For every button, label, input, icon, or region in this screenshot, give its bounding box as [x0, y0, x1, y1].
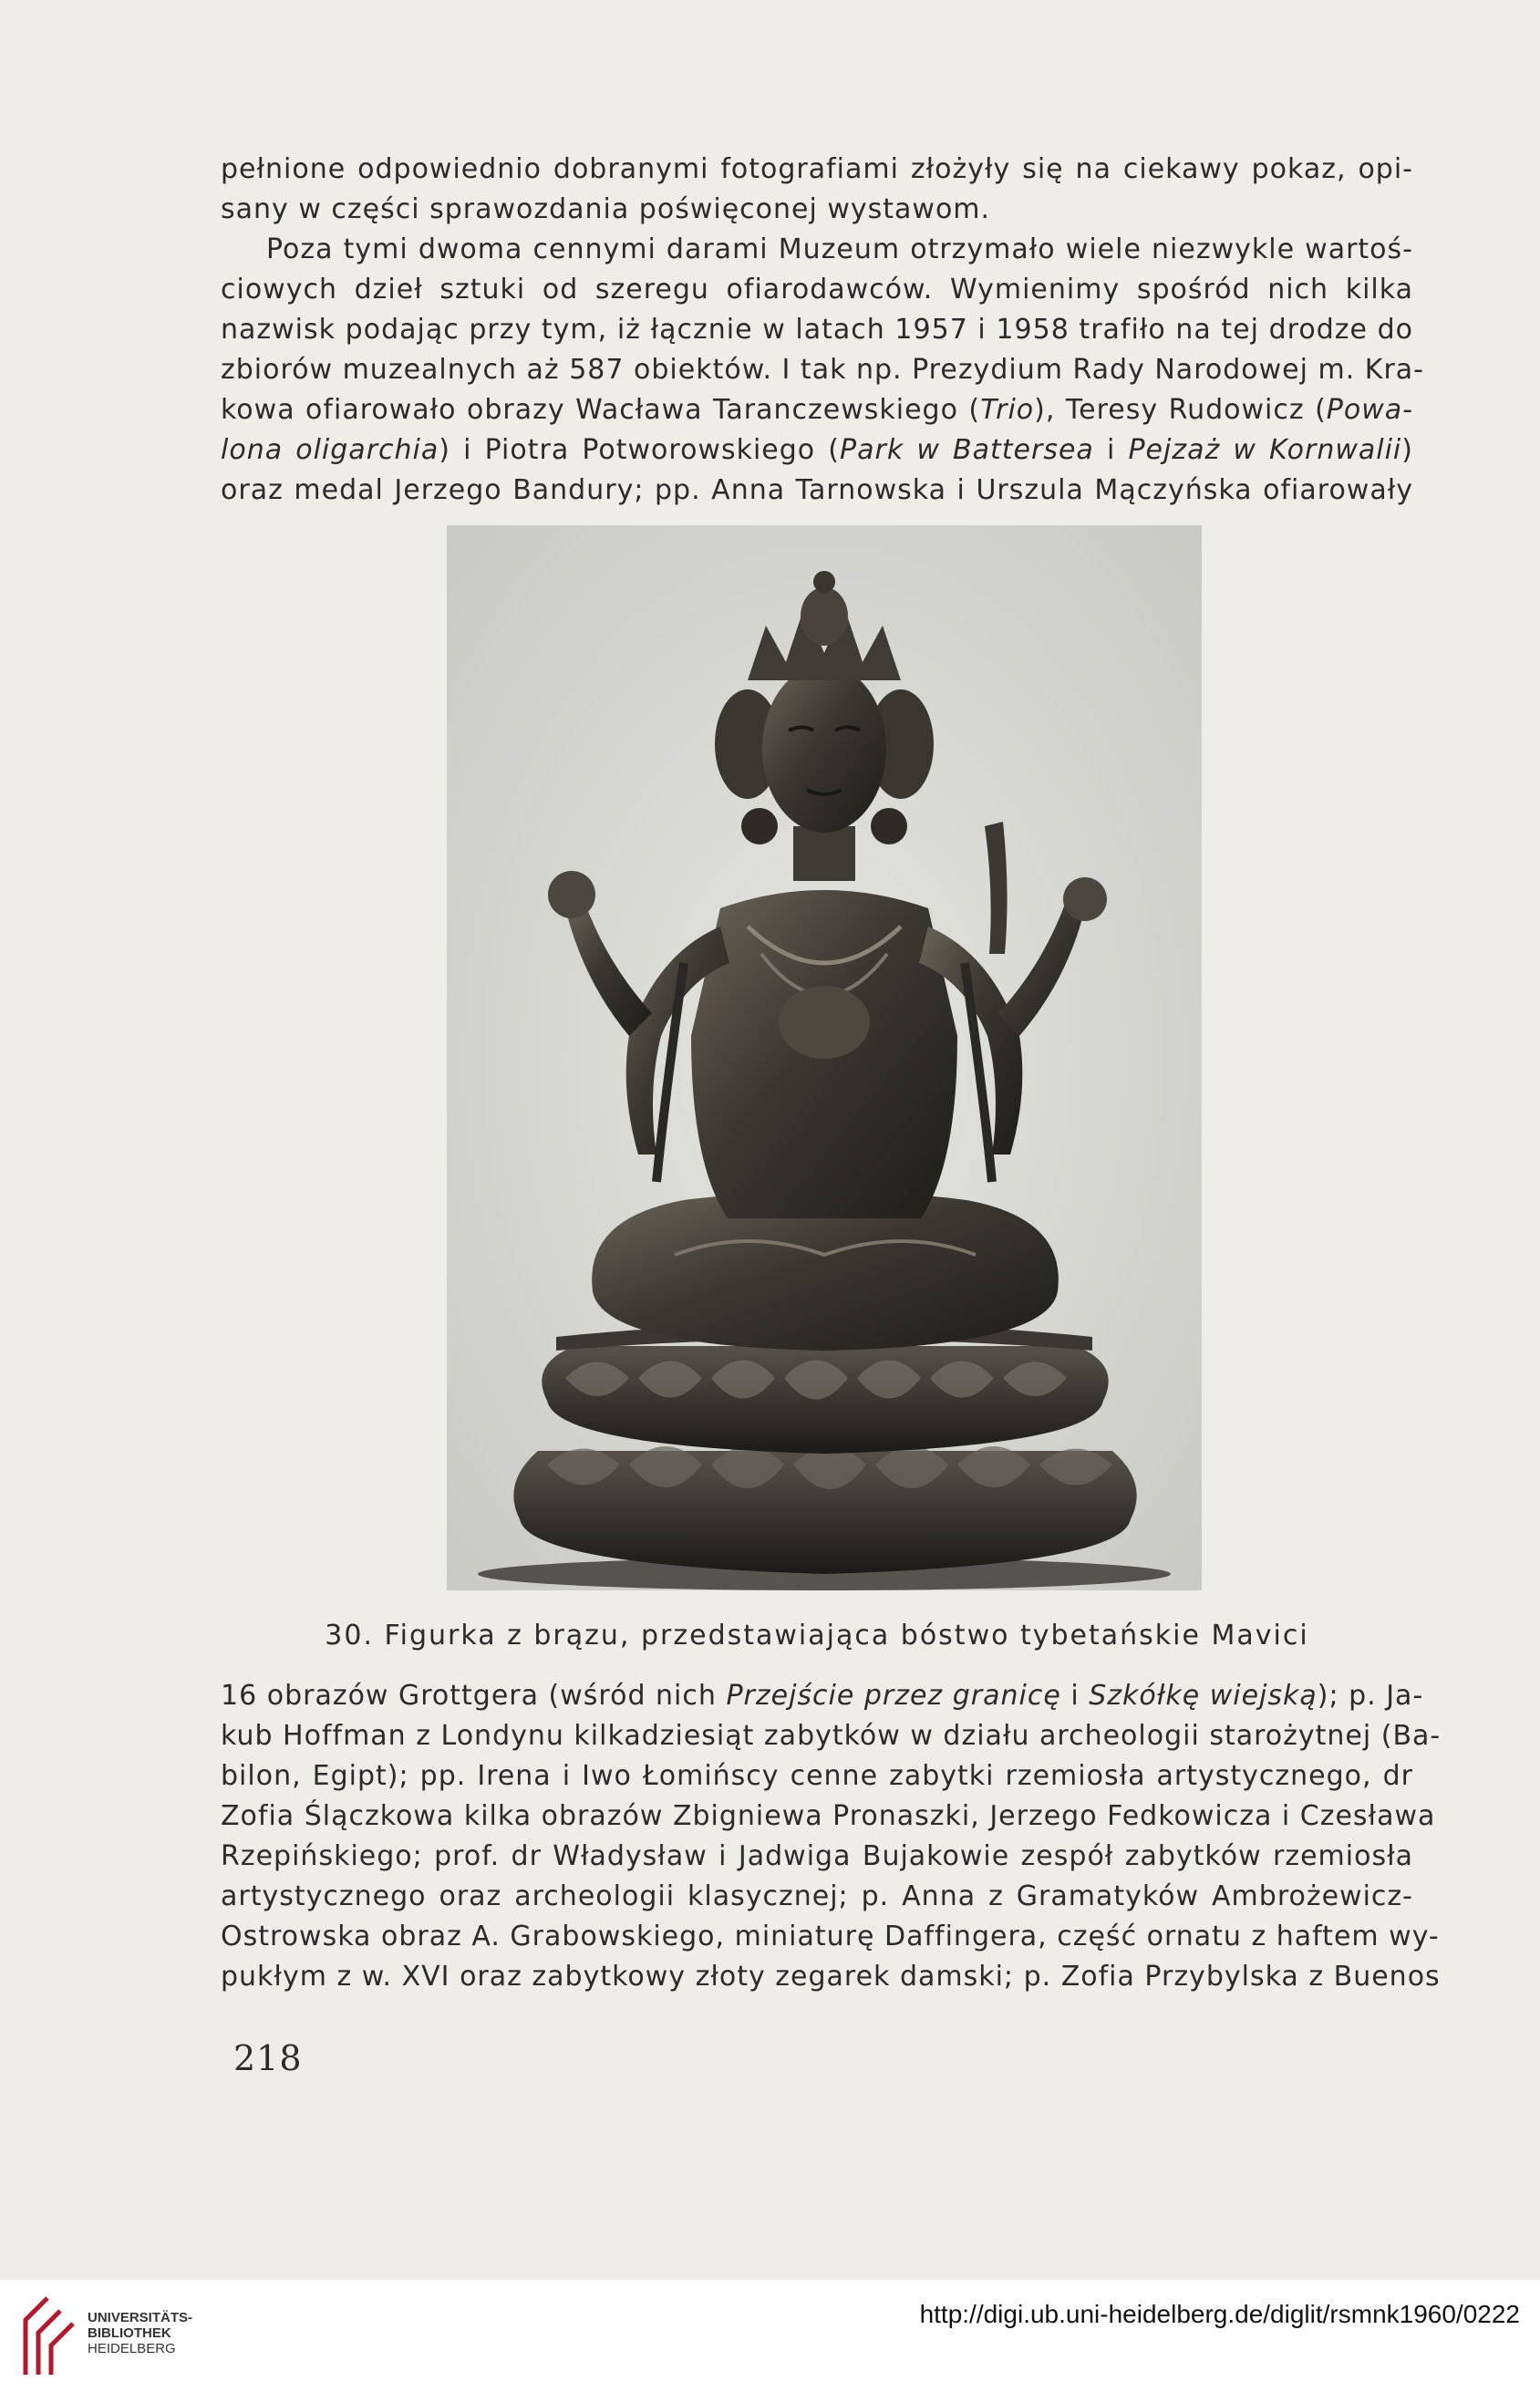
artwork-title: lona oligarchia: [221, 434, 439, 466]
paragraph-top: [221, 150, 1424, 511]
text-line: [221, 1676, 1424, 1716]
text-line: sany w części sprawozdania poświęconej wystawom.: [221, 193, 991, 225]
artwork-title: Powa-: [1326, 394, 1413, 426]
text-line: Zofia Ślączkowa kilka obrazów Zbigniewa Pronaszki, Jerzego Fedkowicza i Czesława: [221, 1800, 1436, 1832]
logo-line: HEIDELBERG: [88, 2341, 176, 2356]
text-run: 16 obrazów Grottgera (wśród nich: [221, 1680, 727, 1712]
artwork-title: Pejzaż w Kornwalii: [1128, 434, 1402, 466]
text-line: ciowych dzieł sztuki od szeregu ofiarodawców. Wymienimy spośród nich kilka: [221, 274, 1413, 305]
artwork-title: Trio: [980, 394, 1035, 426]
text-line: kub Hoffman z Londynu kilkadziesiąt zabytków w działu archeologii starożytnej (Ba-: [221, 1720, 1442, 1752]
statue-photograph: [447, 525, 1202, 1590]
text-line: [221, 430, 1413, 471]
text-run: kowa ofiarowało obrazy Wacława Taranczewskiego (: [221, 394, 981, 426]
text-line: bilon, Egipt); pp. Irena i Iwo Łomińscy cenne zabytki rzemiosła artystycznego, dr: [221, 1760, 1413, 1792]
text-line: Rzepińskiego; prof. dr Władysław i Jadwiga Bujakowie zespół zabytków rzemiosła: [221, 1840, 1413, 1872]
text-line: zbiorów muzealnych aż 587 obiektów. I tak np. Prezydium Rady Narodowej m. Kra-: [221, 354, 1424, 386]
text-run: i: [1060, 1680, 1090, 1712]
library-logo-icon: [20, 2291, 75, 2382]
text-run: ) i Piotra Potworowskiego (: [439, 434, 841, 466]
text-line: oraz medal Jerzego Bandury; pp. Anna Tarnowska i Urszula Mączyńska ofiarowały: [221, 474, 1413, 506]
logo-line: UNIVERSITÄTS-: [88, 2310, 193, 2325]
source-url-link[interactable]: http://digi.ub.uni-heidelberg.de/diglit/rsmnk1960/0222: [919, 2300, 1520, 2328]
artwork-title: Szkółkę wiejską: [1089, 1680, 1318, 1712]
text-run: i: [1093, 434, 1129, 466]
text-run: ); p. Ja-: [1317, 1680, 1424, 1712]
text-line: pełnione odpowiednio dobranymi fotografiami złożyły się na ciekawy pokaz, opi-: [221, 153, 1413, 185]
artwork-title: Przejście przez granicę: [726, 1680, 1061, 1712]
artwork-title: Park w Battersea: [840, 434, 1094, 466]
text-line: Poza tymi dwoma cennymi darami Muzeum otrzymało wiele niezwykle wartoś-: [266, 233, 1413, 265]
library-logo-text: [88, 2310, 192, 2356]
text-line: artystycznego oraz archeologii klasycznej; p. Anna z Gramatyków Ambrożewicz-: [221, 1880, 1413, 1912]
page-number: 218: [233, 2038, 303, 2078]
text-line: [221, 390, 1413, 430]
text-run: ), Teresy Rudowicz (: [1034, 394, 1327, 426]
figure-caption: 30. Figurka z brązu, przedstawiająca bóstwo tybetańskie Mavici: [325, 1620, 1309, 1652]
logo-line: BIBLIOTHEK: [88, 2325, 171, 2341]
paragraph-bottom: [221, 1676, 1442, 1997]
text-line: Ostrowska obraz A. Grabowskiego, miniaturę Daffingera, część ornatu z haftem wy-: [221, 1921, 1440, 1952]
text-line: nazwisk podając przy tym, iż łącznie w latach 1957 i 1958 trafiło na tej drodze do: [221, 314, 1413, 346]
text-run: ): [1401, 434, 1413, 466]
text-line: pukłym z w. XVI oraz zabytkowy złoty zegarek damski; p. Zofia Przybylska z Buenos: [221, 1961, 1441, 1993]
library-footer: [0, 2280, 1540, 2392]
